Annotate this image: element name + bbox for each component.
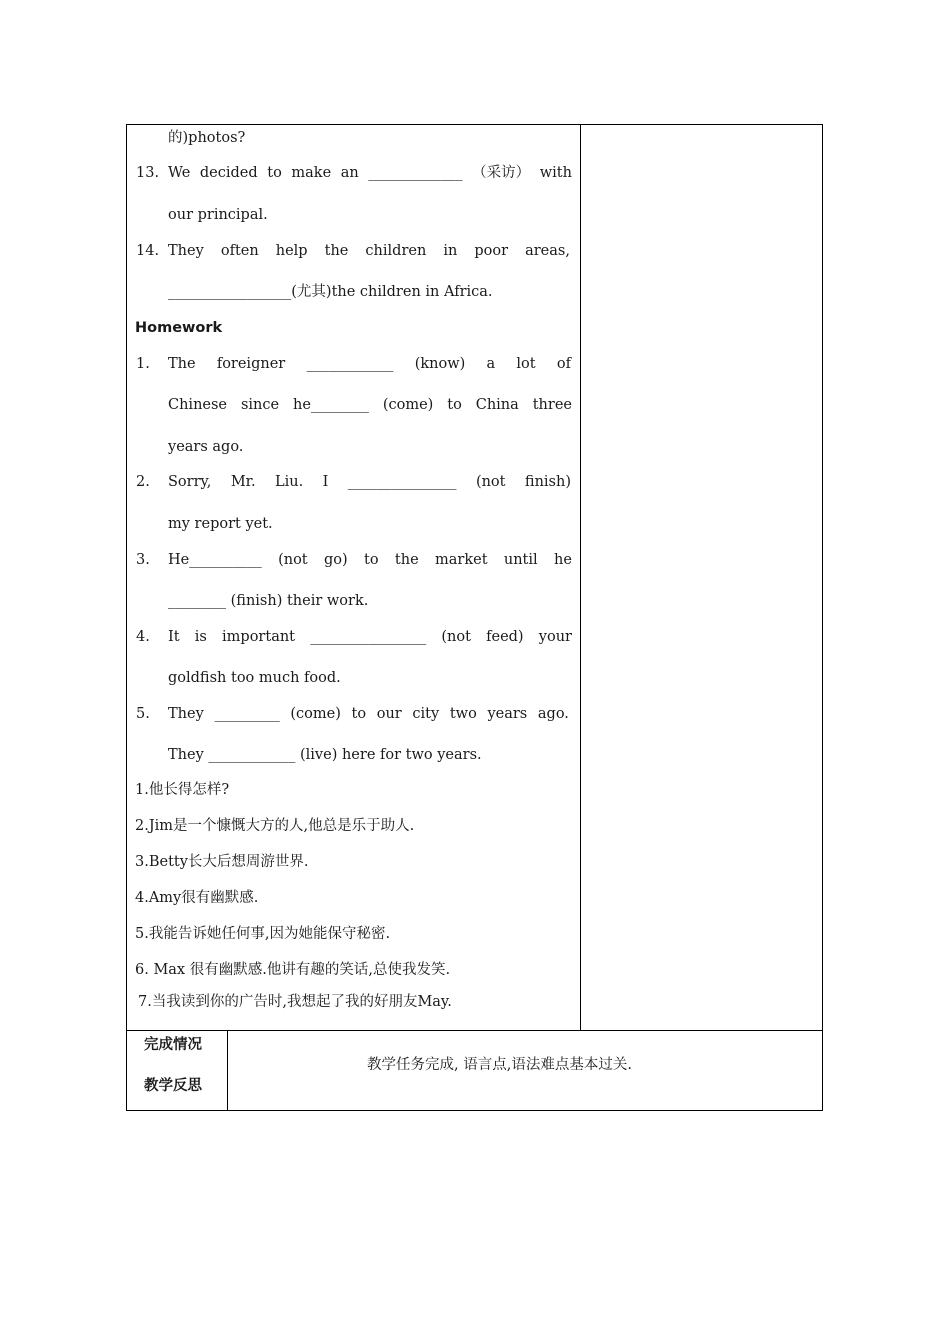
column-divider [580, 124, 581, 1031]
word: an [340, 165, 359, 181]
hint: （采访） [472, 165, 531, 181]
word: a [486, 356, 496, 372]
word: decided [199, 165, 258, 181]
hw-q4-line2: goldfish too much food. [168, 670, 341, 686]
word: Liu. [275, 474, 304, 490]
hint: finish) [524, 474, 571, 490]
word: with [539, 165, 572, 181]
hw-q1-number: 1. [136, 356, 150, 372]
translation-item: 1.他长得怎样? [135, 782, 230, 798]
homework-heading: Homework [135, 320, 223, 336]
word: China [475, 397, 519, 413]
word: poor [474, 243, 509, 259]
hw-q1-line1 [168, 355, 571, 373]
hint: go) [323, 552, 348, 568]
word: to [267, 165, 282, 181]
word: to [364, 552, 379, 568]
reflection-label: 教学反思 [144, 1078, 202, 1094]
word: he [554, 552, 572, 568]
word: of [556, 356, 571, 372]
hint: (not [441, 629, 471, 645]
word: We [168, 165, 191, 181]
q14-line2: _________________(尤其)the children in Africa. [168, 284, 493, 300]
hw-q5-line1 [168, 705, 569, 723]
hint: (come) [290, 706, 341, 722]
blank: _________ [214, 706, 280, 722]
hint: feed) [486, 629, 524, 645]
hint: (know) [414, 356, 466, 372]
blank: ________________ [310, 629, 427, 645]
word: make [291, 165, 332, 181]
q14-number: 14. [136, 243, 160, 259]
translation-item: 2.Jim是一个慷慨大方的人,他总是乐于助人. [135, 818, 415, 834]
word: They [168, 706, 204, 722]
completion-label: 完成情况 [144, 1037, 202, 1053]
q13-line1 [168, 164, 572, 182]
word: three [532, 397, 572, 413]
word: children [365, 243, 427, 259]
word: to [447, 397, 462, 413]
translation-item: 6. Max 很有幽默感.他讲有趣的笑话,总使我发笑. [135, 962, 451, 978]
hw-q5-line2: They ____________ (live) here for two years. [168, 747, 482, 763]
word: city [412, 706, 440, 722]
word: They [168, 243, 204, 259]
word: The [168, 356, 196, 372]
word: often [220, 243, 259, 259]
hw-q2-line1 [168, 473, 571, 491]
blank: He__________ [168, 552, 262, 568]
translation-item: 7.当我读到你的广告时,我想起了我的好朋友May. [138, 994, 452, 1010]
word: our [376, 706, 402, 722]
hw-q5-number: 5. [136, 706, 150, 722]
word: Mr. [230, 474, 256, 490]
word: important [222, 629, 295, 645]
footer-label-divider [227, 1030, 228, 1111]
word: two [449, 706, 477, 722]
word: Sorry, [168, 474, 212, 490]
word: lot [516, 356, 536, 372]
hw-q2-number: 2. [136, 474, 150, 490]
translation-item: 5.我能告诉她任何事,因为她能保守秘密. [135, 926, 391, 942]
hw-q4-line1 [168, 628, 572, 646]
hint: (not [475, 474, 506, 490]
hw-q4-number: 4. [136, 629, 150, 645]
word: Chinese [168, 397, 228, 413]
word: foreigner [216, 356, 286, 372]
hw-q3-line2: ________ (finish) their work. [168, 593, 369, 609]
footer-divider [126, 1030, 823, 1031]
word: market [435, 552, 488, 568]
word: years [487, 706, 528, 722]
blank: _____________ [368, 165, 463, 181]
blank: ____________ [306, 356, 394, 372]
q13-number: 13. [136, 165, 160, 181]
hw-q1-line2 [168, 396, 572, 414]
word: the [324, 243, 349, 259]
hw-q2-line2: my report yet. [168, 516, 273, 532]
word: It [168, 629, 180, 645]
translation-item: 4.Amy很有幽默感. [135, 890, 259, 906]
word: until [503, 552, 538, 568]
hw-q3-number: 3. [136, 552, 150, 568]
q14-line1 [168, 242, 570, 260]
hw-q3-line1 [168, 551, 572, 569]
q13-line2: our principal. [168, 207, 268, 223]
word: your [538, 629, 572, 645]
word: in [443, 243, 458, 259]
word: I [322, 474, 329, 490]
word: since [240, 397, 280, 413]
word: ago. [537, 706, 569, 722]
blank: he________ [292, 397, 369, 413]
word: is [194, 629, 207, 645]
q12-tail: 的)photos? [168, 130, 246, 146]
hw-q1-line3: years ago. [168, 439, 244, 455]
word: areas, [525, 243, 570, 259]
word: help [275, 243, 308, 259]
hint: (not [278, 552, 308, 568]
reflection-content: 教学任务完成, 语言点,语法难点基本过关. [367, 1057, 632, 1073]
translation-item: 3.Betty长大后想周游世界. [135, 854, 309, 870]
blank: _______________ [347, 474, 457, 490]
word: to [351, 706, 367, 722]
word: the [394, 552, 419, 568]
hint: (come) [382, 397, 434, 413]
